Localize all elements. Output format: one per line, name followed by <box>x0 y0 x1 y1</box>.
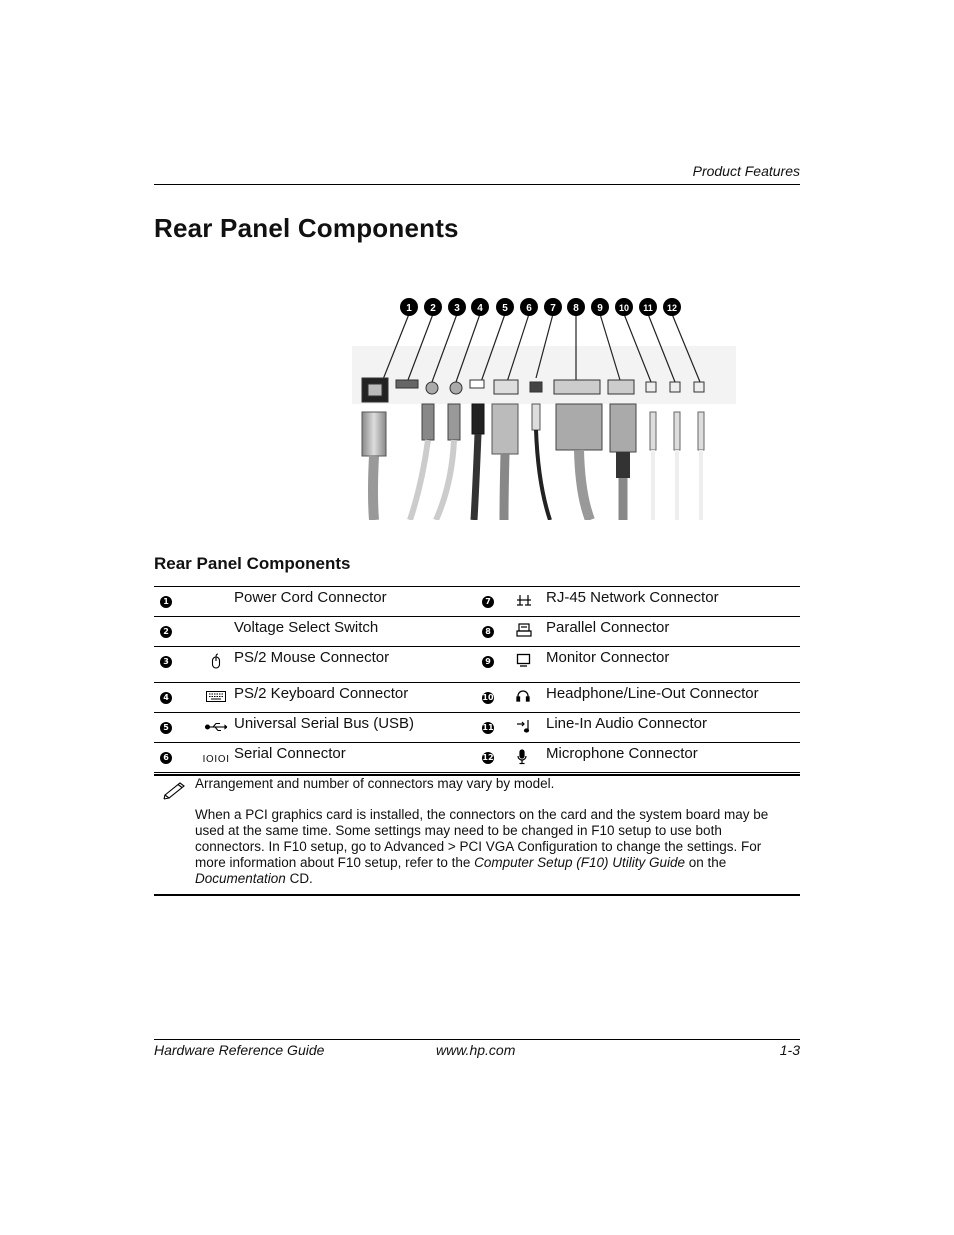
item-number: 4 <box>160 692 172 704</box>
item-number: 5 <box>160 722 172 734</box>
component-label: Universal Serial Bus (USB) <box>234 713 482 743</box>
component-label: Parallel Connector <box>546 617 800 647</box>
table-row <box>154 683 800 713</box>
network-icon <box>516 594 532 606</box>
components-table <box>154 586 800 773</box>
footer-center: www.hp.com <box>436 1042 516 1058</box>
page-number: 1-3 <box>779 1042 800 1058</box>
microphone-icon <box>516 749 528 765</box>
mouse-icon <box>211 653 221 669</box>
callout-4: 4 <box>477 303 483 314</box>
serial-icon: IOIOI <box>202 754 230 765</box>
table-title: Rear Panel Components <box>154 554 351 573</box>
keyboard-icon <box>206 691 226 702</box>
component-label: Monitor Connector <box>546 647 800 683</box>
component-label: RJ-45 Network Connector <box>546 587 800 617</box>
item-number: 12 <box>482 753 494 762</box>
callout-3: 3 <box>454 303 460 314</box>
pencil-icon <box>162 780 188 800</box>
component-label: Headphone/Line-Out Connector <box>546 683 800 713</box>
callout-numbers <box>400 298 681 316</box>
note-paragraph: When a PCI graphics card is installed, the connectors on the card and the system board may be used at the same time. Some settings may need to be changed in F10 setup to use both connectors. In F10 setup, go to Advanced > PCI VGA Configuration to change the settings. For more information about F10 setup, refer to the Computer Setup (F10) Utility Guide on the Documentation CD. <box>195 807 769 886</box>
item-number: 3 <box>160 656 172 668</box>
monitor-icon <box>516 653 531 667</box>
callout-7: 7 <box>550 303 556 314</box>
printer-icon <box>516 623 532 637</box>
usb-icon <box>205 722 227 732</box>
item-number: 2 <box>160 626 172 638</box>
header-rule <box>154 184 800 185</box>
running-header: Product Features <box>692 163 800 179</box>
component-label: Line-In Audio Connector <box>546 713 800 743</box>
note-bottom-rule <box>154 894 800 896</box>
component-label: PS/2 Keyboard Connector <box>234 683 482 713</box>
callout-9: 9 <box>597 303 603 314</box>
item-number: 6 <box>160 752 172 764</box>
table-row <box>154 647 800 683</box>
component-label: Voltage Select Switch <box>234 617 482 647</box>
callout-10: 10 <box>618 303 630 313</box>
line-in-icon <box>516 719 532 733</box>
footer-rule <box>154 1039 800 1040</box>
callout-12: 12 <box>666 303 678 313</box>
page-title: Rear Panel Components <box>154 213 459 243</box>
callout-11: 11 <box>643 303 653 313</box>
callout-8: 8 <box>573 303 579 314</box>
item-number: 10 <box>482 693 494 702</box>
table-row <box>154 617 800 647</box>
table-row <box>154 743 800 773</box>
callout-6: 6 <box>526 303 532 314</box>
table-row <box>154 587 800 617</box>
component-label: Power Cord Connector <box>234 587 482 617</box>
callout-2: 2 <box>430 303 436 314</box>
item-number: 9 <box>482 656 494 668</box>
item-number: 7 <box>482 596 494 608</box>
item-number: 1 <box>160 596 172 608</box>
headphone-icon <box>516 689 530 702</box>
callout-5: 5 <box>502 303 508 314</box>
footer-left: Hardware Reference Guide <box>154 1042 325 1058</box>
table-row <box>154 713 800 743</box>
rear-panel-figure <box>352 294 736 520</box>
component-label: PS/2 Mouse Connector <box>234 647 482 683</box>
item-number: 11 <box>482 723 494 732</box>
callout-1: 1 <box>406 303 412 314</box>
note-line-1: Arrangement and number of connectors may vary by model. <box>195 776 555 791</box>
item-number: 8 <box>482 626 494 638</box>
component-label: Microphone Connector <box>546 743 800 773</box>
component-label: Serial Connector <box>234 743 482 773</box>
